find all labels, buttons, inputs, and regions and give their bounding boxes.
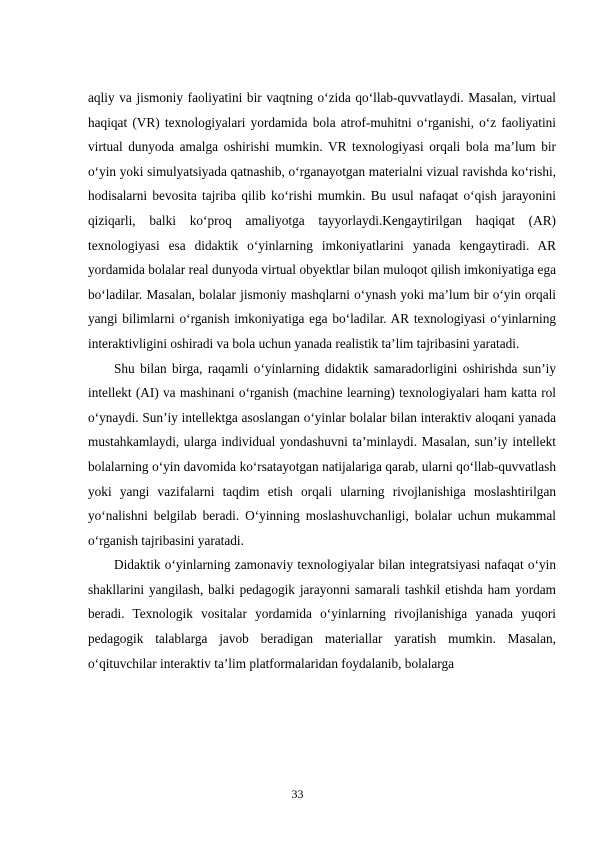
paragraph-2: Shu bilan birga, raqamli o‘yinlarning didaktik samaradorligini oshirishda sun’iy intellekt (AI) va mashinani o‘rganish (machine learning) texnologiyalari ham katta rol o‘ynaydi. Sun’iy intellektga asoslangan o‘yinlar bolalar bilan interaktiv aloqani yanada mustahkamlaydi, ularga individual yondashuvni ta’minlaydi. Masalan, sun’iy intellekt bolalarning o‘yin davomida ko‘rsatayotgan natijalariga qarab, ularni qo‘llab-quvvatlash yoki yangi vazifalarni taqdim etish orqali ularning rivojlanishiga moslashtirilgan yo‘nalishni belgilab beradi. O‘yinning moslashuvchanligi, bolalar uchun mukammal o‘rganish tajribasini yaratadi. xyxy=(88,360,556,548)
paragraph-3: Didaktik o‘yinlarning zamonaviy texnologiyalar bilan integratsiyasi nafaqat o‘yin shakllarini yangilash, balki pedagogik jarayonni samarali tashkil etishda ham yordam beradi. Texnologik vositalar yordamida o‘yinlarning rivojlanishiga yanada yuqori pedagogik talablarga javob beradigan materiallar yaratish mumkin. Masalan, o‘qituvchilar interaktiv ta’lim platformalaridan foydalanib, bolalarga xyxy=(88,557,556,671)
page-number: 33 xyxy=(291,787,304,801)
paragraph-1: aqliy va jismoniy faoliyatini bir vaqtning o‘zida qo‘llab-quvvatlaydi. Masalan, virtual haqiqat (VR) texnologiyalari yordamida bola atrof-muhitni o‘rganishi, o‘z faoliyatini virtual dunyoda amalga oshirishi mumkin. VR texnologiyasi orqali bola ma’lum bir o‘yin yoki simulyatsiyada qatnashib, o‘rganayotgan materialni vizual ravishda ko‘rishi, hodisalarni bevosita tajriba qilib ko‘rishi mumkin. Bu usul nafaqat o‘qish jarayonini qiziqarli, balki ko‘proq amaliyotga tayyorlaydi.Kengaytirilgan haqiqat (AR) texnologiyasi esa didaktik o‘yinlarning imkoniyatlarini yanada kengaytiradi. AR yordamida bolalar real dunyoda virtual obyektlar bilan muloqot qilish imkoniyatiga ega bo‘ladilar. Masalan, bolalar jismoniy mashqlarni o‘ynash yoki ma’lum bir o‘yin orqali yangi bilimlarni o‘rganish imkoniyatiga ega bo‘ladilar. AR texnologiyasi o‘yinlarning interaktivligini oshiradi va bola uchun yanada realistik ta’lim tajribasini yaratadi. xyxy=(88,90,556,351)
body-text xyxy=(88,86,556,676)
